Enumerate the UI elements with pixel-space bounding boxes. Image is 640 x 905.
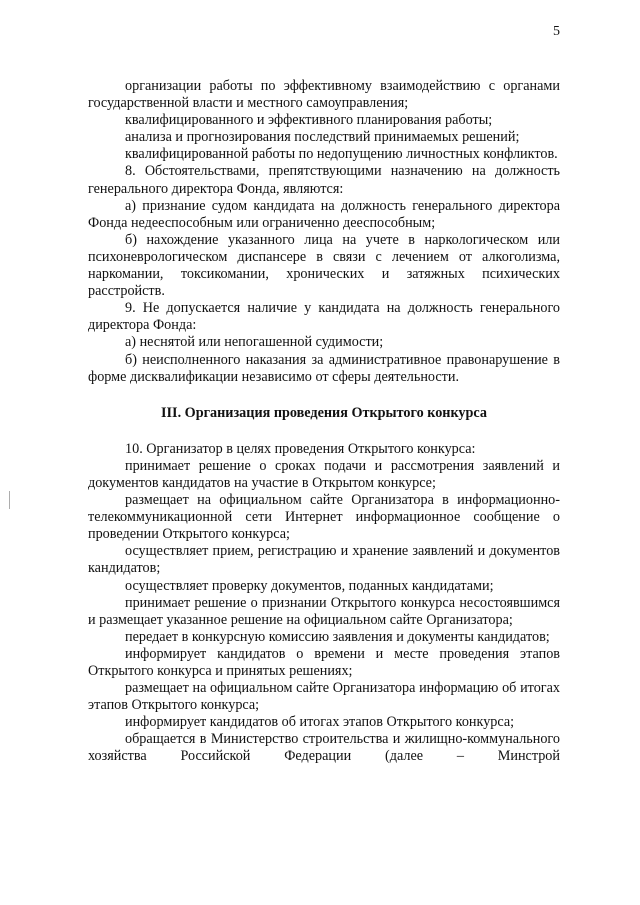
paragraph: принимает решение о признании Открытого конкурса несостоявшимся и размещает указанное решение на официальном сайте Организатора; [88,594,560,628]
paragraph: обращается в Министерство строительства и жилищно-коммунального хозяйства Российской Федерации (далее – Минстрой [88,731,560,765]
paragraph: осуществляет прием, регистрацию и хранение заявлений и документов кандидатов; [88,543,560,577]
paragraph: квалифицированного и эффективного планирования работы; [125,112,493,129]
paragraph: а) неснятой или непогашенной судимости; [125,334,384,351]
paragraph: размещает на официальном сайте Организатора в информационно-телекоммуникационной сети Интернет информационное сообщение о проведении Открытого конкурса; [88,492,560,543]
page-number: 5 [553,24,560,39]
paragraph: 10. Организатор в целях проведения Открытого конкурса: [125,440,476,457]
paragraph: анализа и прогнозирования последствий принимаемых решений; [125,129,520,146]
paragraph: информирует кандидатов об итогах этапов Открытого конкурса; [125,714,515,731]
scan-mark [9,491,10,509]
paragraph: 8. Обстоятельствами, препятствующими назначению на должность генерального директора Фонда, являются: [88,163,560,197]
paragraph: передает в конкурсную комиссию заявления и документы кандидатов; [125,628,550,645]
paragraph: осуществляет проверку документов, поданных кандидатами; [125,577,494,594]
paragraph: б) неисполненного наказания за административное правонарушение в форме дисквалификации независимо от сферы деятельности. [88,351,560,385]
paragraph: а) признание судом кандидата на должность генерального директора Фонда недееспособным или ограниченно дееспособным; [88,197,560,231]
paragraph: 9. Не допускается наличие у кандидата на должность генерального директора Фонда: [88,300,560,334]
paragraph: б) нахождение указанного лица на учете в наркологическом или психоневрологическом диспансере в связи с лечением от алкоголизма, наркомании, токсикомании, хронических и затяжных психических расстройств. [88,231,560,300]
paragraph: информирует кандидатов о времени и месте проведения этапов Открытого конкурса и принятых решениях; [88,645,560,679]
paragraph: квалифицированной работы по недопущению личностных конфликтов. [125,146,558,163]
paragraph: организации работы по эффективному взаимодействию с органами государственной власти и местного самоуправления; [88,78,560,112]
paragraph: размещает на официальном сайте Организатора информацию об итогах этапов Открытого конкурса; [88,680,560,714]
section-heading: III. Организация проведения Открытого конкурса [161,404,487,421]
paragraph: принимает решение о сроках подачи и рассмотрения заявлений и документов кандидатов на участие в Открытом конкурсе; [88,457,560,491]
document-body [88,78,560,766]
